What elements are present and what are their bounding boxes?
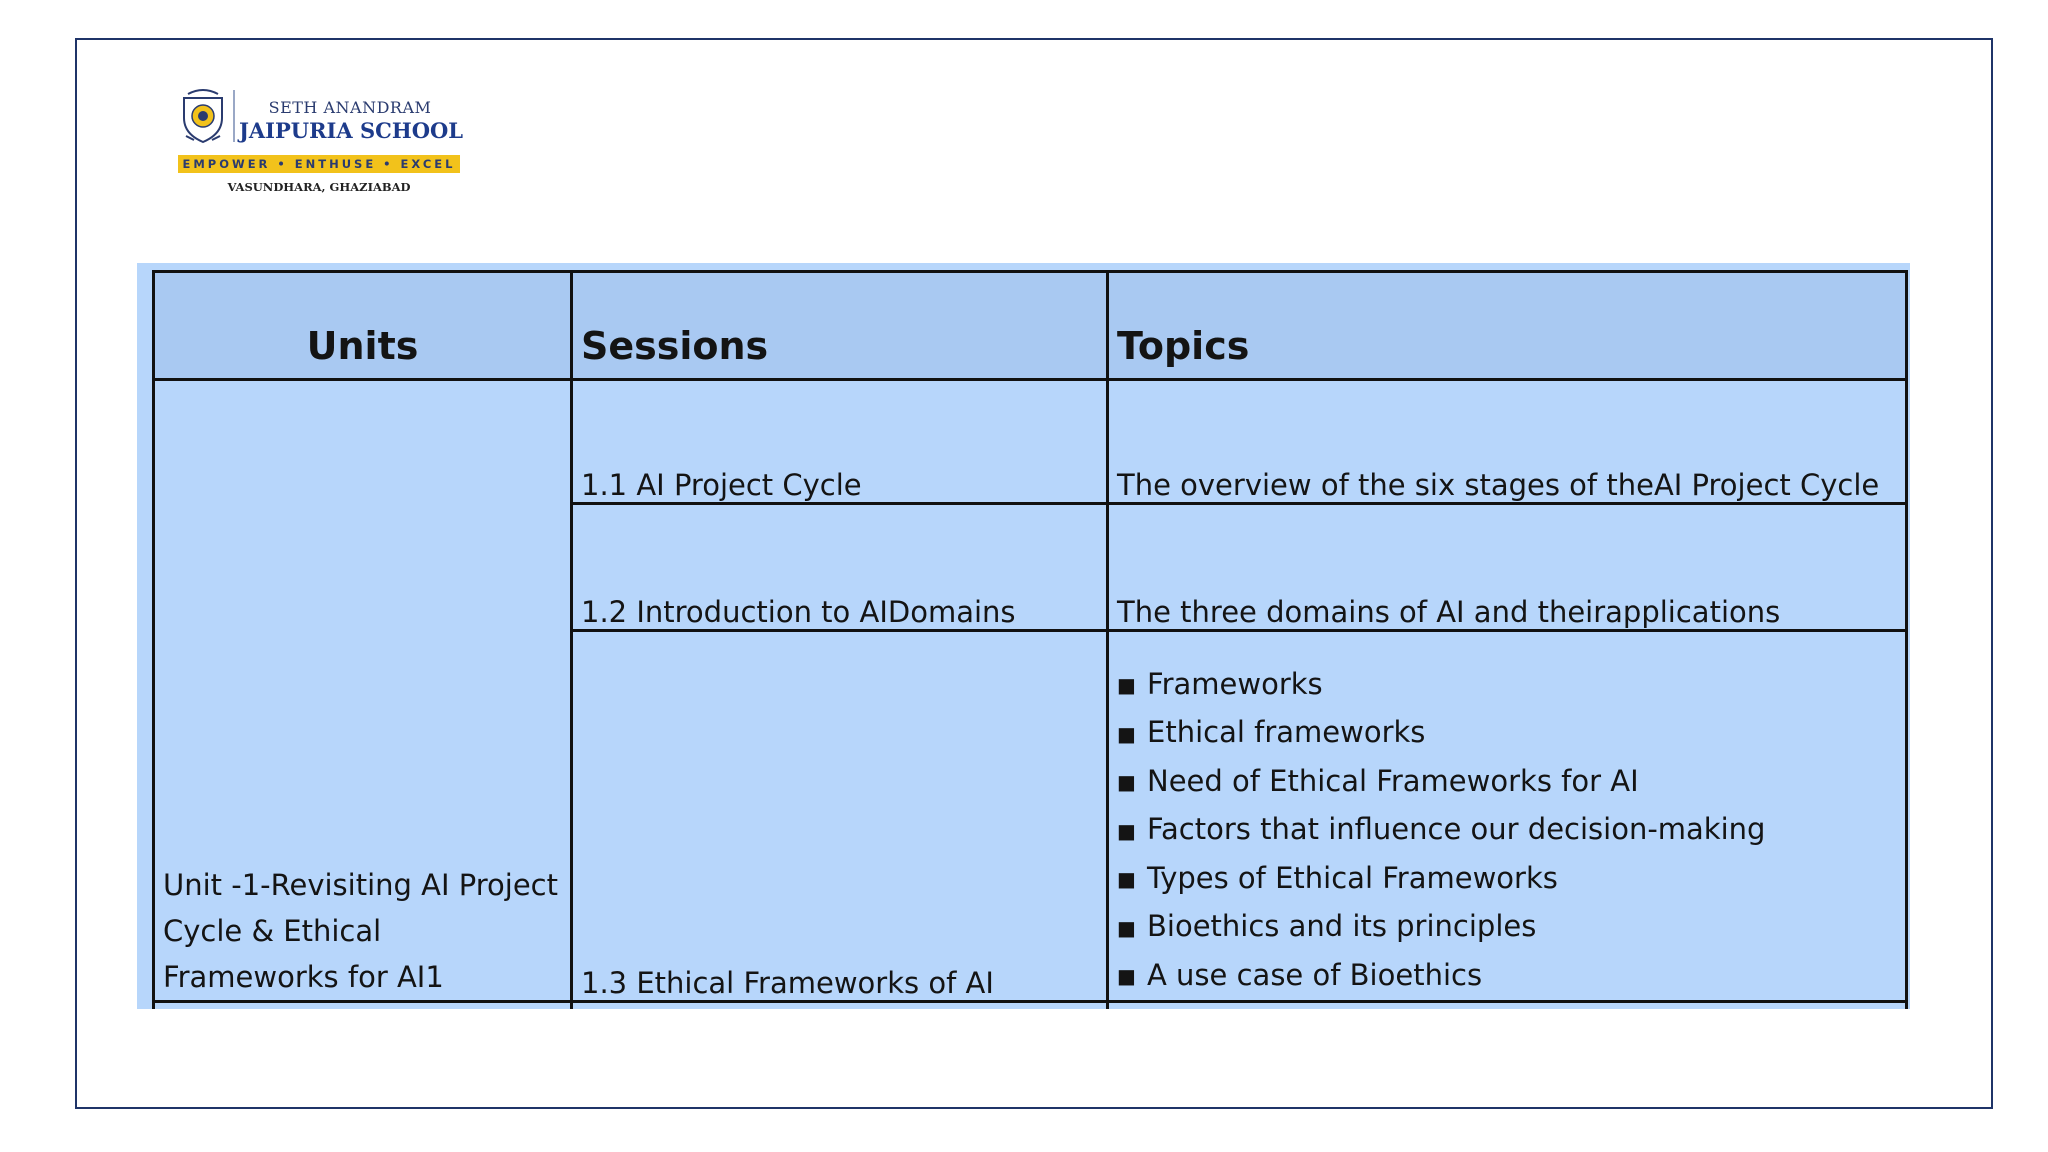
logo-school-name: JAIPURIA SCHOOL bbox=[238, 118, 464, 143]
bullet-icon: ■ bbox=[1117, 867, 1136, 891]
list-item: ■ Need of Ethical Frameworks for AI bbox=[1117, 758, 1897, 807]
table-row bbox=[154, 380, 1907, 504]
list-item: ■ Ethical frameworks bbox=[1117, 709, 1897, 758]
empty-cell bbox=[154, 1002, 572, 1010]
list-item: ■ A use case of Bioethics bbox=[1117, 952, 1897, 1001]
session-cell: 1.3 Ethical Frameworks of AI bbox=[572, 631, 1108, 1002]
logo-divider bbox=[233, 90, 235, 142]
bullet-icon: ■ bbox=[1117, 721, 1136, 746]
topic-list bbox=[1117, 661, 1897, 1001]
logo-line-1: SETH ANANDRAM bbox=[268, 98, 432, 117]
table-header-row bbox=[154, 272, 1907, 380]
unit-cell: Unit -1-Revisiting AI Project Cycle & Ethical Frameworks for AI1 bbox=[154, 380, 572, 1002]
bullet-icon: ■ bbox=[1117, 818, 1136, 843]
bullet-icon: ■ bbox=[1117, 770, 1136, 794]
header-sessions: Sessions bbox=[572, 272, 1108, 380]
bullet-icon: ■ bbox=[1117, 673, 1136, 697]
list-item: ■ Frameworks bbox=[1117, 661, 1897, 710]
syllabus-table-image bbox=[137, 263, 1910, 1009]
bullet-icon: ■ bbox=[1117, 964, 1136, 988]
header-units: Units bbox=[154, 272, 572, 380]
school-logo bbox=[176, 84, 468, 202]
empty-cell bbox=[1108, 1002, 1907, 1010]
school-crest-icon bbox=[178, 88, 228, 144]
syllabus-table bbox=[152, 270, 1908, 1009]
topic-cell: The overview of the six stages of theAI Project Cycle bbox=[1108, 380, 1907, 504]
session-cell: 1.1 AI Project Cycle bbox=[572, 380, 1108, 504]
topic-cell: The three domains of AI and theirapplications bbox=[1108, 504, 1907, 631]
list-item: ■ Bioethics and its principles bbox=[1117, 903, 1897, 952]
empty-cell bbox=[572, 1002, 1108, 1010]
bullet-icon: ■ bbox=[1117, 915, 1136, 940]
table-row-cut-off bbox=[154, 1002, 1907, 1010]
topic-list-cell bbox=[1108, 631, 1907, 1002]
list-item: ■ Types of Ethical Frameworks bbox=[1117, 855, 1897, 904]
header-topics: Topics bbox=[1108, 272, 1907, 380]
logo-location: VASUNDHARA, GHAZIABAD bbox=[227, 180, 411, 194]
list-item: ■ Factors that influence our decision-making bbox=[1117, 806, 1897, 855]
session-cell: 1.2 Introduction to AIDomains bbox=[572, 504, 1108, 631]
logo-tagline: EMPOWER • ENTHUSE • EXCEL bbox=[178, 155, 460, 173]
